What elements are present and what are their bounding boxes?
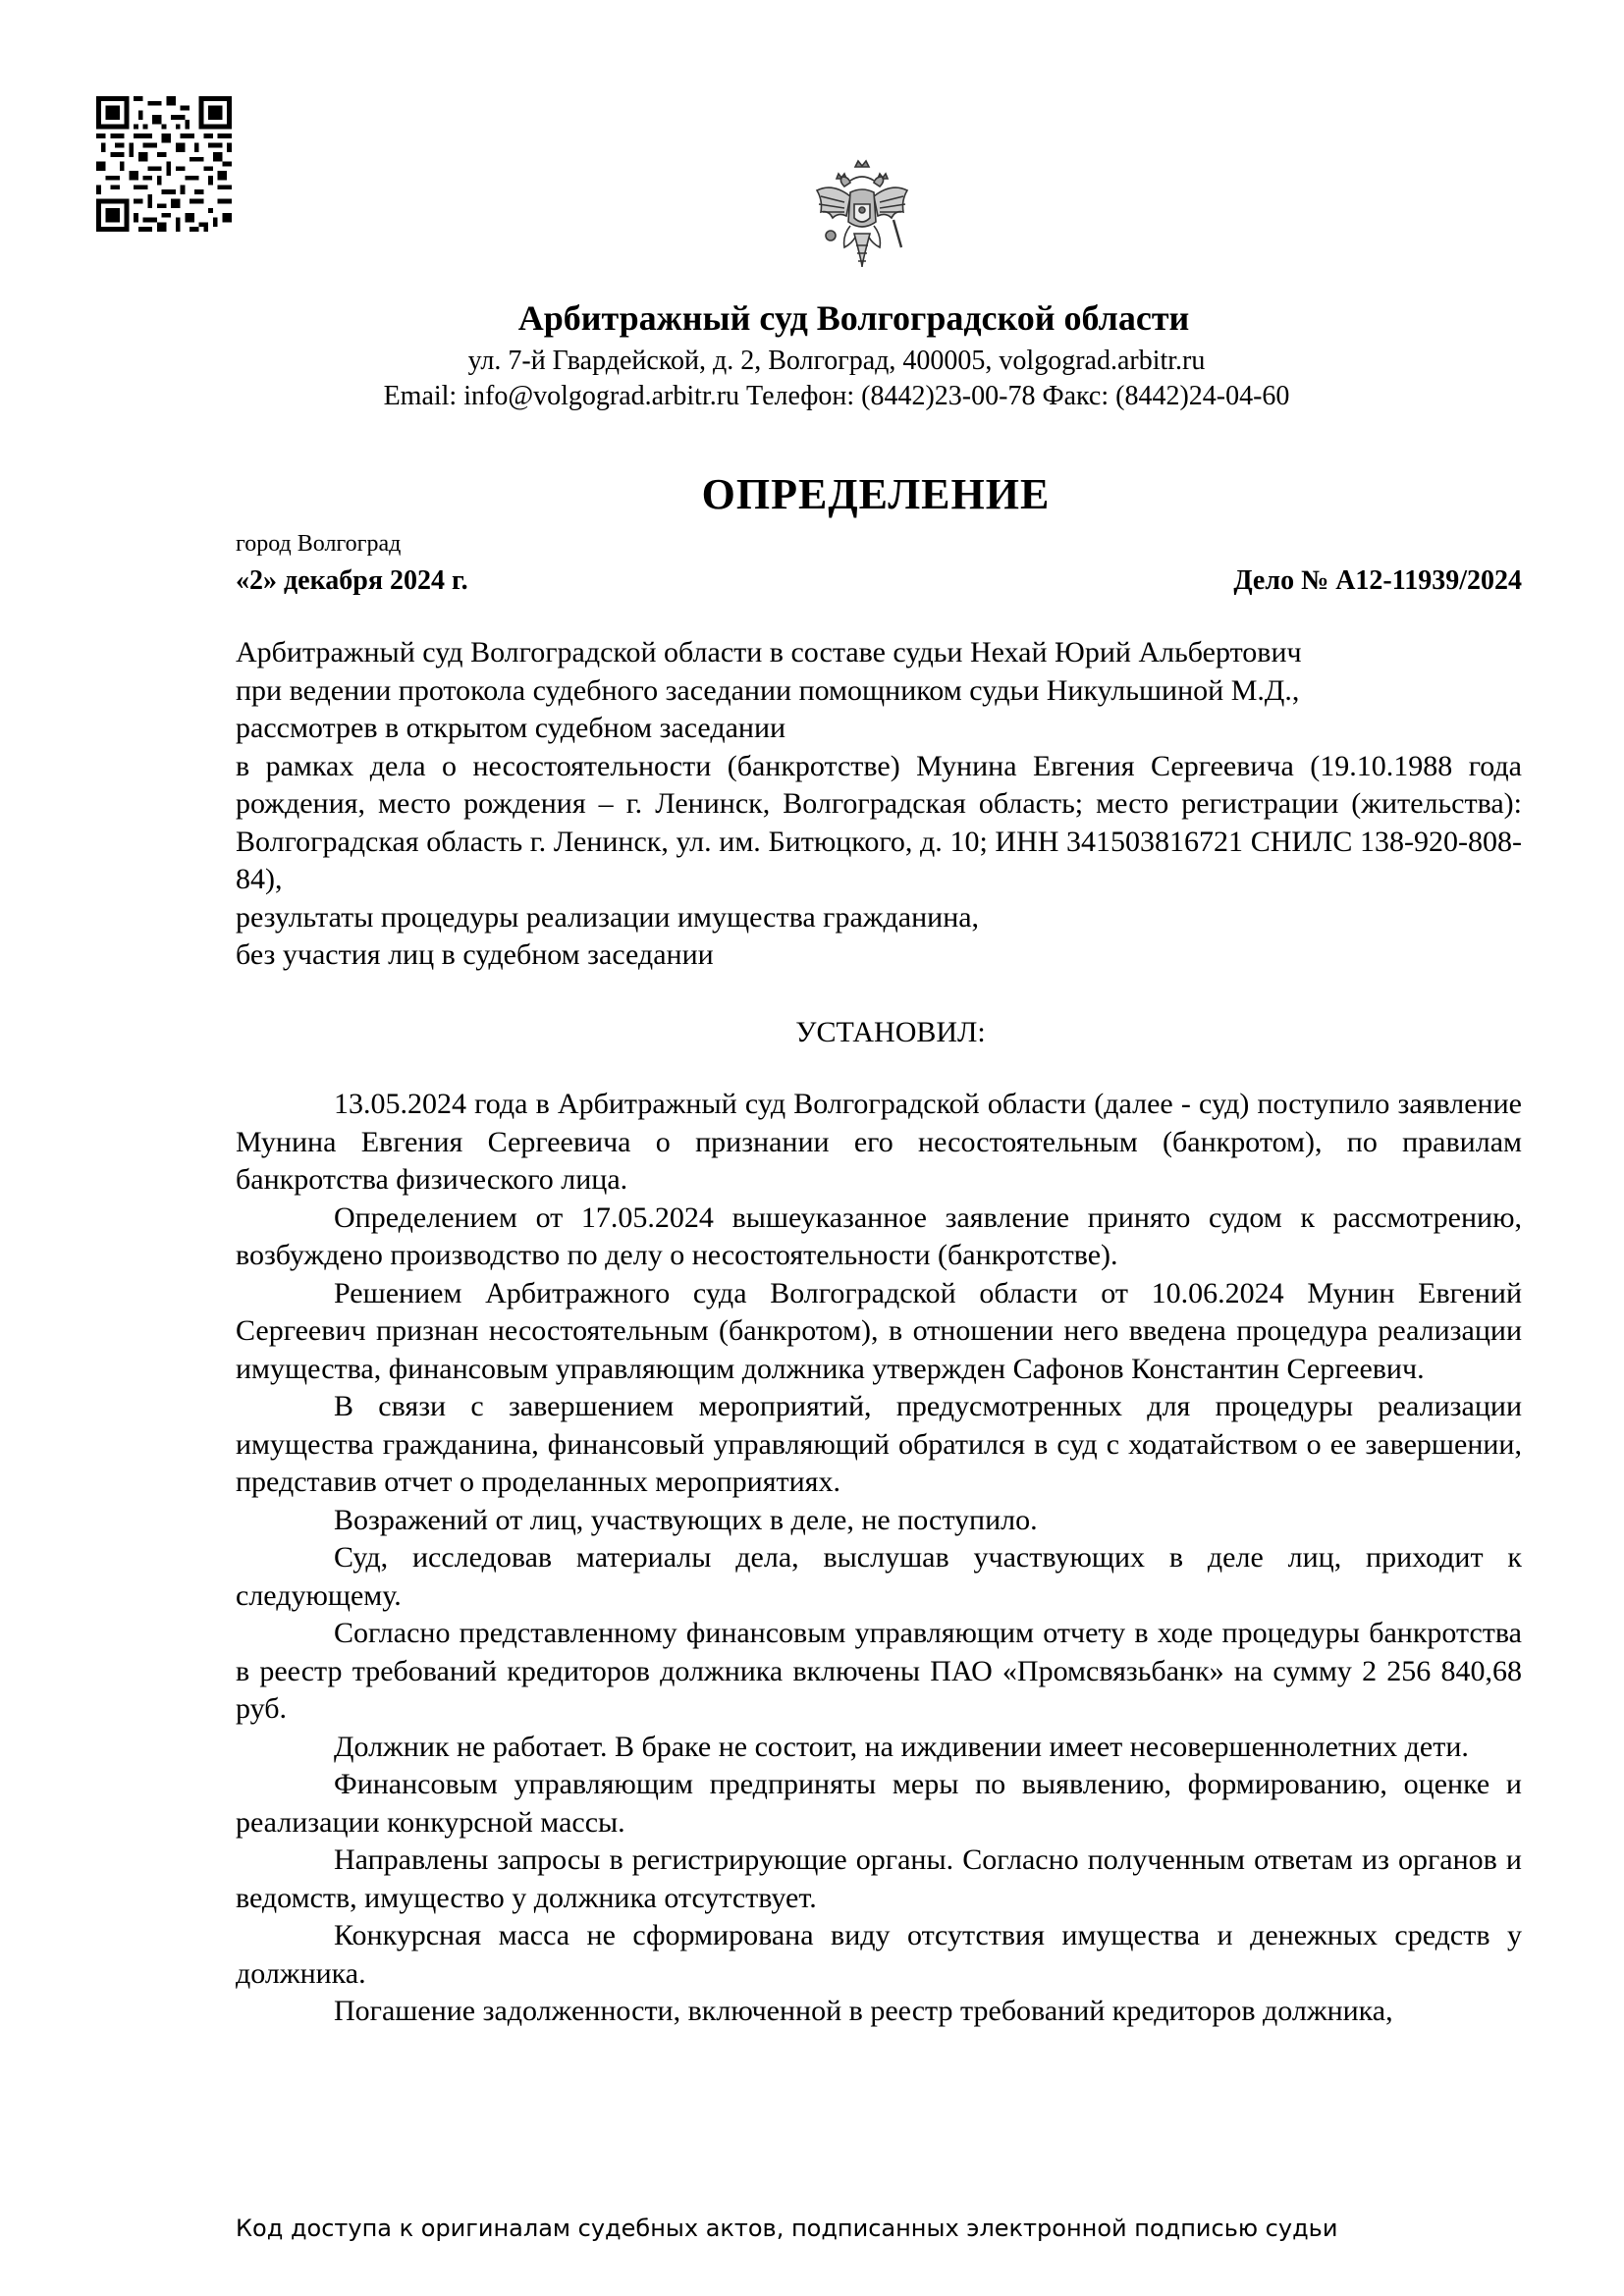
court-contacts: Email: info@volgograd.arbitr.ru Телефон: (8442)23-00-78 Факс: (8442)24-04-60 bbox=[383, 381, 1290, 411]
body-paragraph: Суд, исследовав материалы дела, выслушав участвующих в деле лиц, приходит к следующему. bbox=[236, 1541, 1522, 1612]
body-paragraph: Должник не работает. В браке не состоит, на иждивении имеет несовершеннолетних дети. bbox=[334, 1730, 1469, 1763]
city-label: город Волгоград bbox=[236, 531, 402, 557]
body-paragraph: Возражений от лиц, участвующих в деле, не поступило. bbox=[334, 1503, 1038, 1536]
intro-line: Арбитражный суд Волгоградской области в составе судьи Нехай Юрий Альбертович bbox=[236, 636, 1302, 668]
body-paragraph: Решением Арбитражного суда Волгоградской области от 10.06.2024 Мунин Евгений Сергеевич признан несостоятельным (банкротом), в отношении него введена процедура реализации имущества, финансовым управляющим должника утвержден Сафонов Константин Сергеевич. bbox=[236, 1276, 1522, 1385]
body-paragraph: Финансовым управляющим предприняты меры по выявлению, формированию, оценке и реализации конкурсной массы. bbox=[236, 1768, 1522, 1839]
section-title: УСТАНОВИЛ: bbox=[795, 1016, 986, 1048]
court-name: Арбитражный суд Волгоградской области bbox=[517, 298, 1190, 338]
case-number: Дело № А12-11939/2024 bbox=[1233, 565, 1522, 596]
intro-block bbox=[236, 634, 1522, 975]
body-text bbox=[236, 1086, 1522, 2031]
court-address: ул. 7-й Гвардейской, д. 2, Волгоград, 400005, volgograd.arbitr.ru bbox=[467, 346, 1206, 376]
court-header bbox=[0, 293, 1624, 414]
case-details: в рамках дела о несостоятельности (банкротстве) Мунина Евгения Сергеевича (19.10.1988 года рождения, место рождения – г. Ленинск, Волгоградская область; место регистрации (жительства): Волгоградская область г. Ленинск, ул. им. Битюцкого, д. 10; ИНН 341503816721 СНИЛС 138-920-808-84), bbox=[236, 749, 1522, 895]
body-paragraph: Определением от 17.05.2024 вышеуказанное заявление принято судом к рассмотрению, возбуждено производство по делу о несостоятельности (банкротстве). bbox=[236, 1201, 1522, 1271]
document-title: ОПРЕДЕЛЕНИЕ bbox=[701, 470, 1051, 518]
intro-line: результаты процедуры реализации имущества гражданина, bbox=[236, 900, 980, 934]
intro-line: рассмотрев в открытом судебном заседании bbox=[236, 712, 786, 744]
intro-line: при ведении протокола судебного заседании помощником судьи Никульшиной М.Д., bbox=[236, 673, 1300, 707]
body-paragraph: В связи с завершением мероприятий, предусмотренных для процедуры реализации имущества гражданина, финансовый управляющий обратился в суд с ходатайством о ее завершении, представив отчет о проделанных мероприятиях. bbox=[236, 1390, 1522, 1498]
body-paragraph: 13.05.2024 года в Арбитражный суд Волгоградской области (далее - суд) поступило заявление Мунина Евгения Сергеевича о признании его несостоятельным (банкротом), по правилам банкротства физического лица. bbox=[236, 1088, 1522, 1196]
coat-of-arms-emblem bbox=[811, 157, 913, 283]
qr-code-image bbox=[96, 96, 232, 232]
body-paragraph: Погашение задолженности, включенной в реестр требований кредиторов должника, bbox=[334, 1995, 1393, 2027]
footer-note: Код доступа к оригиналам судебных актов, подписанных электронной подписью судьи bbox=[236, 2215, 1338, 2242]
body-paragraph: Согласно представленному финансовым управляющим отчету в ходе процедуры банкротства в реестр требований кредиторов должника включены ПАО «Промсвязьбанк» на сумму 2 256 840,68 руб. bbox=[236, 1617, 1522, 1725]
document-date: «2» декабря 2024 г. bbox=[236, 565, 468, 596]
body-paragraph: Конкурсная масса не сформирована виду отсутствия имущества и денежных средств у должника. bbox=[236, 1919, 1522, 1990]
intro-line: без участия лиц в судебном заседании bbox=[236, 938, 714, 971]
body-paragraph: Направлены запросы в регистрирующие органы. Согласно полученным ответам из органов и ведомств, имущество у должника отсутствует. bbox=[236, 1843, 1522, 1914]
